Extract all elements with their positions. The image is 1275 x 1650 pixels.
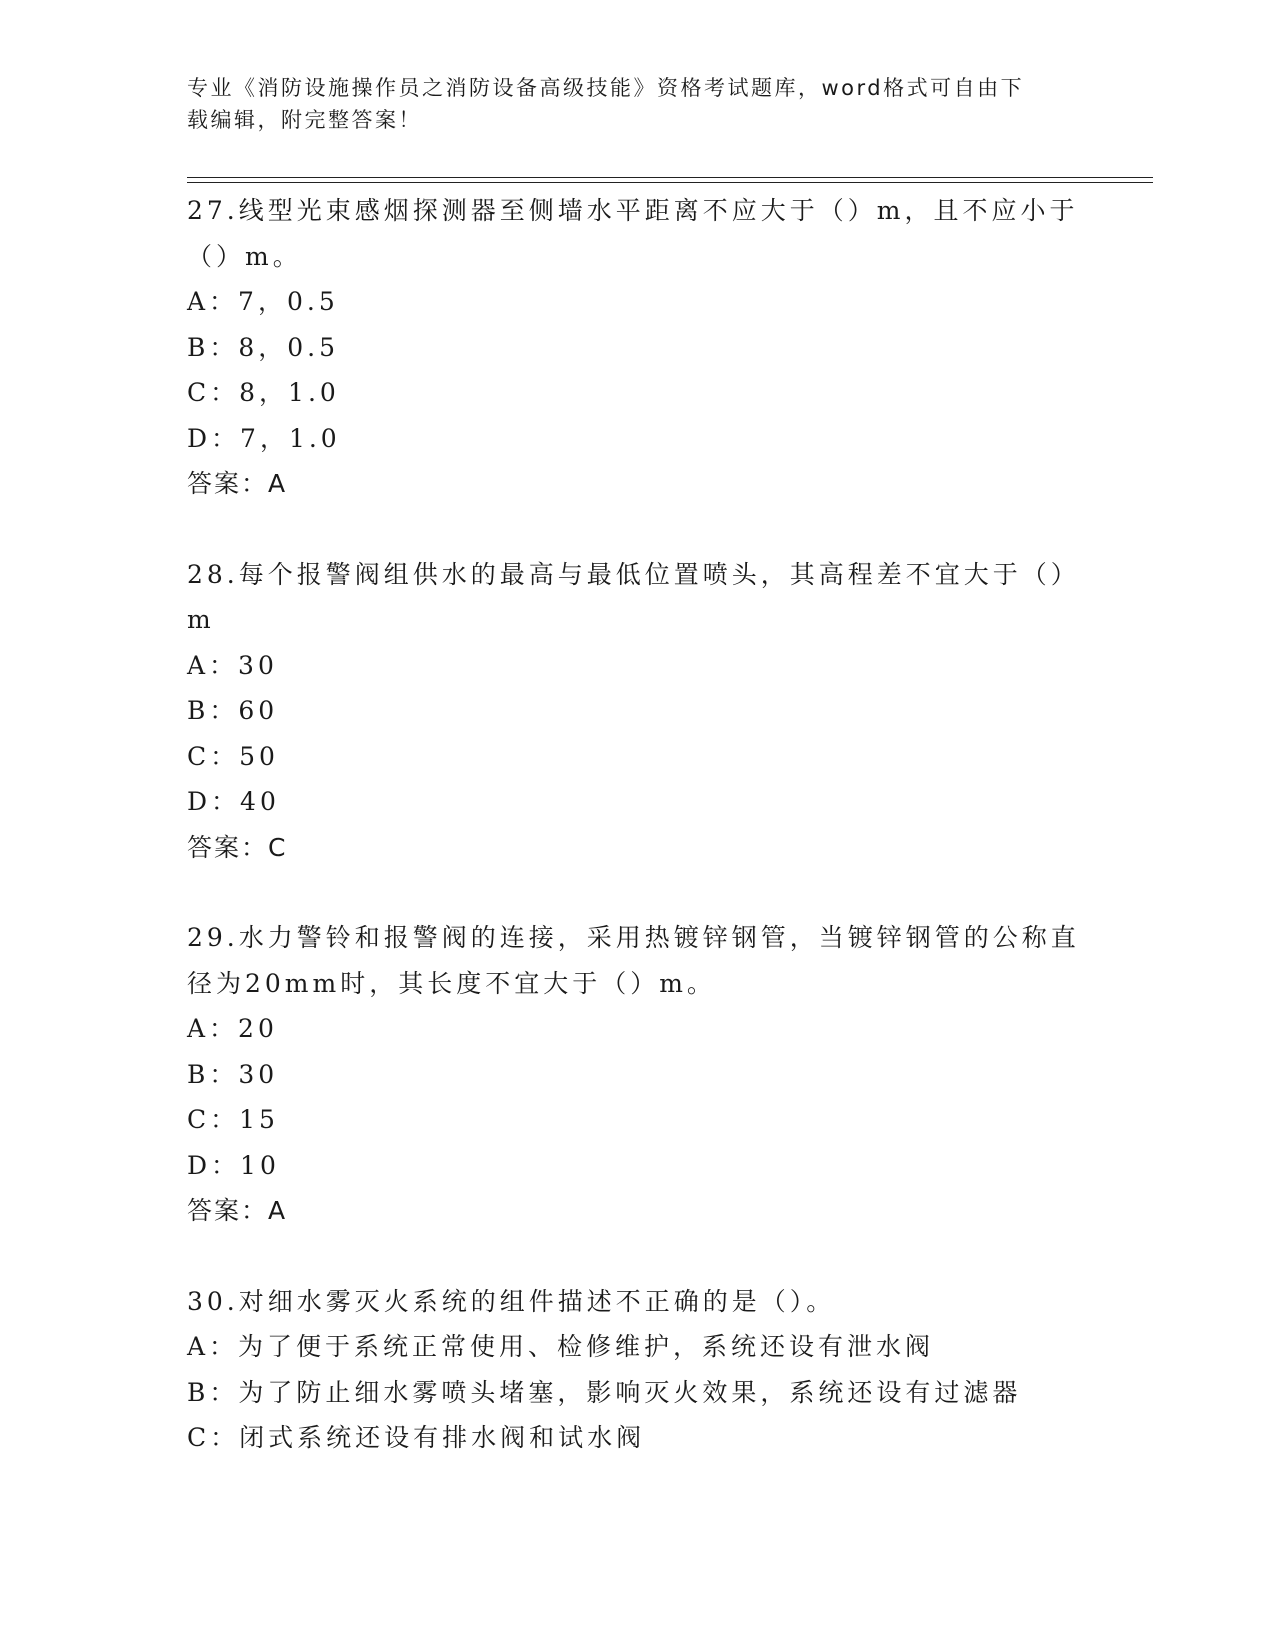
question-28 — [187, 552, 1087, 871]
option-d: D：7，1.0 — [187, 423, 341, 453]
option-b: B：30 — [187, 1059, 279, 1089]
question-stem: 30.对细水雾灭火系统的组件描述不正确的是（）。 — [187, 1286, 836, 1316]
option-a: A：30 — [187, 650, 278, 680]
option-c: C：15 — [187, 1105, 279, 1134]
header-line-2: 载编辑，附完整答案！ — [187, 108, 422, 132]
option-b: B：为了防止细水雾喷头堵塞，影响灭火效果，系统还设有过滤器 — [187, 1377, 1022, 1407]
header-line-1: 专业《消防设施操作员之消防设备高级技能》资格考试题库，word格式可自由下 — [187, 76, 1025, 100]
question-stem-continued: m — [187, 605, 215, 634]
option-c: C：50 — [187, 741, 279, 771]
question-stem: 29.水力警铃和报警阀的连接，采用热镀锌钢管，当镀锌钢管的公称直 — [187, 923, 1080, 952]
question-stem-continued: （）m。 — [187, 241, 302, 271]
option-d: D：40 — [187, 787, 280, 816]
option-a: A：为了便于系统正常使用、检修维护，系统还设有泄水阀 — [187, 1332, 935, 1361]
question-stem: 28.每个报警阀组供水的最高与最低位置喷头，其高程差不宜大于（） — [187, 559, 1080, 589]
answer: 答案：C — [187, 832, 288, 862]
question-27 — [187, 188, 1087, 507]
question-stem-continued: 径为20mm时，其长度不宜大于（）m。 — [187, 968, 716, 998]
header-divider-bottom — [187, 182, 1153, 183]
option-a: A：7，0.5 — [187, 287, 339, 316]
option-a: A：20 — [187, 1014, 278, 1043]
answer: 答案：A — [187, 469, 288, 498]
question-list — [187, 188, 1087, 1506]
document-header — [187, 72, 1067, 136]
option-d: D：10 — [187, 1150, 280, 1180]
option-b: B：60 — [187, 696, 279, 725]
question-30 — [187, 1279, 1087, 1461]
option-c: C：闭式系统还设有排水阀和试水阀 — [187, 1423, 646, 1452]
question-stem: 27.线型光束感烟探测器至侧墙水平距离不应大于（）m，且不应小于 — [187, 196, 1079, 225]
answer: 答案：A — [187, 1196, 288, 1225]
header-divider-top — [187, 177, 1153, 178]
option-b: B：8，0.5 — [187, 332, 340, 362]
question-29 — [187, 915, 1087, 1234]
option-c: C：8，1.0 — [187, 378, 340, 407]
